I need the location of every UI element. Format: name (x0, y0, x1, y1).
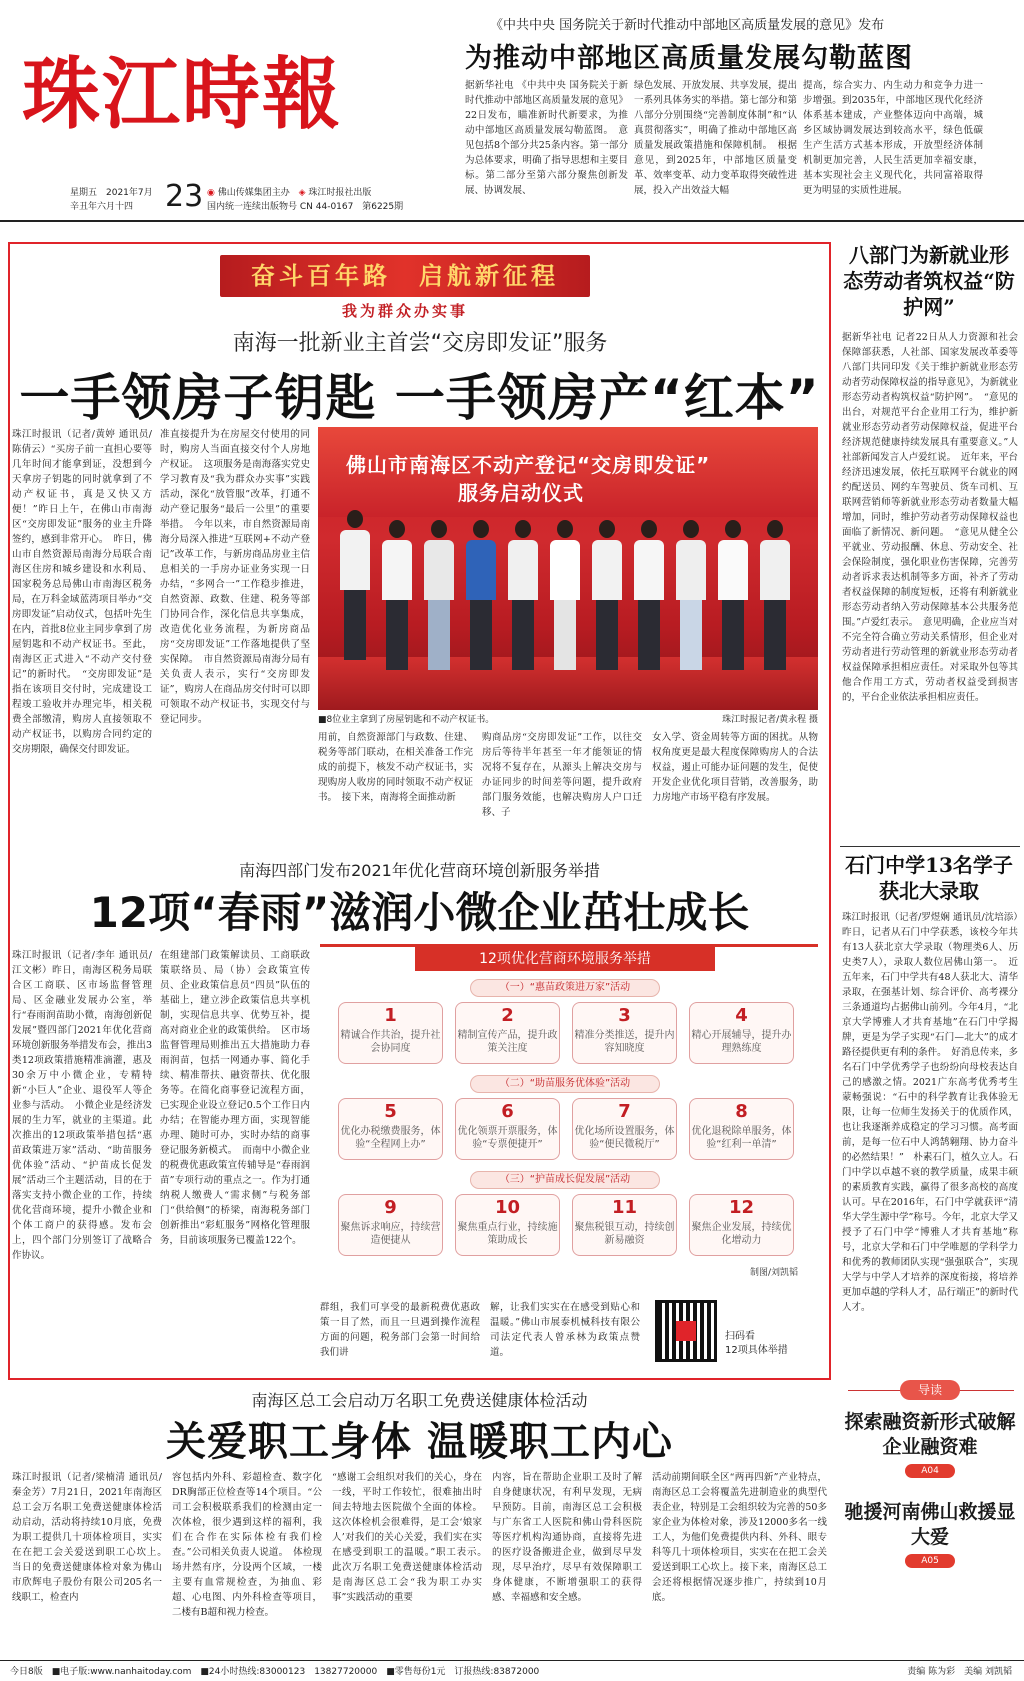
measure-number: 5 (384, 1101, 397, 1122)
issue-number: 第6225期 (362, 202, 404, 212)
sidebar-story1-body: 据新华社电 记者22日从人力资源和社会保障部获悉，人社部、国家发展改革委等八部门共同印发《关于维护新就业形态劳动者劳动保障权益的指导意见》，为新就业形态劳动者构筑权益“防护网”。 “意见的出台，对规范平台企业用工行为，维护新就业形态劳动者劳动保障权益，促进平台经济规范健康持续发展具有重要意义。”人社部新闻发言人卢爱红说。 近年来，平台经济迅速发展，依托互联网平台就业的网约配送员、网约车驾驶员、货车司机、互联网营销师等新就业形态劳动者数量大幅增加，同时，维护劳动者劳动保障权益也面临了新情况、新问题。 “意见从健全公平就业、劳动报酬、休息、劳动安全、社会保险制度，强化职业伤害保障，完善劳动者诉求表达机制等多方面，补齐了劳动者权益保障的制度短板，还将有利新就业形态劳动者纳入劳动保障基本公共服务范围。”卢爱红表示。 意见明确，企业应当对不完全符合确立劳动关系情形，但企业对劳动者进行劳动管理的新就业形态劳动者权益保障承担相应责任。对采取外包等其他合作用工方式，劳动者权益受到损害的，平台企业依法承担相应责任。 (842, 332, 1018, 703)
footer-info: 今日8版 ■电子版:www.nanhaitoday.com ■24小时热线:83000123 13827720000 ■零售每份1元 订报热线:83872000 (10, 1667, 540, 1677)
sidebar-story2-title: 石门中学13名学子获北大录取 (845, 853, 1013, 903)
measure-card (572, 1194, 677, 1256)
measure-text: 优化领票开票服务，体验“专票便捷开” (457, 1126, 558, 1150)
cn-number: 国内统一连续出版物号 CN 44-0167 (207, 202, 354, 212)
person (716, 520, 750, 670)
qr-label (725, 1330, 788, 1358)
feature2-col-c: 群组，我们可享受的最新税费优惠政策一目了然，而且一旦遇到操作流程方面的问题，税务部门会第一时间给我们讲 (320, 1302, 480, 1358)
measure-number: 11 (611, 1197, 638, 1218)
masthead-divider (0, 220, 1024, 222)
publisher-block (207, 186, 447, 214)
group-logo-icon: ◉ (207, 188, 215, 198)
measure-text: 精制宣传产品，提升政策关注度 (457, 1030, 558, 1054)
person (758, 520, 792, 670)
measure-number: 10 (494, 1197, 521, 1218)
qr-label-line1: 扫码看 (725, 1331, 755, 1342)
bottom-col-c: “感谢工会组织对我们的关心，身在一线，平时工作较忙，很难抽出时间去特地去医院做个全面的体检。这次体检机会很难得，是工会‘娘家人’对我们的关心关爱，我们实在实在感受到职工的温暖。”职工表示。 此次万名职工免费送健康体检活动是南海区总工会“我为职工办实事”实践活动的重要 (332, 1472, 492, 1603)
photo-credit: 珠江时报记者/黄永程 摄 (722, 715, 818, 725)
measure-text: 优化场所设置服务，体验“便民微税厅” (574, 1126, 675, 1150)
feature2-col-d: 解，让我们实实在在感受到贴心和温暖。”佛山市展泰机械科技有限公司法定代表人曾承林为政策点赞道。 (490, 1302, 640, 1358)
qr-code-icon[interactable] (655, 1300, 717, 1362)
lunar-date: 辛丑年六月十四 (70, 202, 134, 212)
measure-number: 7 (618, 1101, 631, 1122)
group1-label: （一）“惠苗政策进万家”活动 (470, 979, 660, 997)
qr-label-line2: 12项具体举措 (725, 1345, 788, 1356)
top-story-col-2: 绿色发展、开放发展、共享发展，提出一系列具体务实的举措。第七部分和第八部分分别围绕“完善制度体制”和“认真贯彻落实”，明确了推动中部地区高质量发展政策措施和保障机制。 根据意见，到2025年，中部地区质量变革、效率变革、动力变革取得突破性进展，投入产出效益大幅 (634, 80, 797, 196)
top-story-kicker: 《中共中央 国务院关于新时代推动中部地区高质量发展的意见》发布 (490, 18, 885, 33)
measure-number: 4 (735, 1005, 748, 1026)
feature-headline: 一手领房子钥匙 一手领房产“红本” (19, 369, 820, 427)
measure-number: 1 (384, 1005, 397, 1026)
person (338, 510, 372, 670)
person (422, 520, 456, 670)
date-line: 星期五 2021年7月 (70, 188, 153, 198)
person (464, 520, 498, 670)
photo-caption-row (318, 712, 818, 725)
person (632, 520, 666, 670)
guide-item-2-title[interactable]: 驰援河南佛山救援显大爱 (844, 1501, 1016, 1548)
infographic-title: 12项优化营商环境服务举措 (415, 947, 715, 971)
feature-col-e: 女入学、资金周转等方面的困扰。从物权角度更是最大程度保障购房人的合法权益，遏止可能办证问题的发生，促使开发企业优化项目营销，改善服务，助力房地产市场平稳有序发展。 (652, 732, 818, 803)
bottom-col-a: 珠江时报讯（记者/梁楠清 通讯员/秦金芳）7月21日，2021年南海区总工会万名职工免费送健康体检活动启动，活动将持续10月底，免费为职工提供几十项体检项目，实实在在把工会关爱送到职工心坎上。 当日的免费送健康体检对象为佛山市欣辉电子股份有限公司205名一线职工，检查内 (12, 1472, 172, 1603)
infographic (320, 944, 818, 1294)
measure-text: 精诚合作共治，提升社会协同度 (340, 1030, 441, 1054)
measure-text: 聚焦税银互动，持续创新易融资 (574, 1222, 675, 1246)
sidebar-divider (840, 846, 1020, 847)
top-story-col-1: 据新华社电 《中共中央 国务院关于新时代推动中部地区高质量发展的意见》22日发布，瞄准新时代新要求，为推动中部地区高质量发展勾勒蓝图。 意见包括8个部分共25条内容。第一部分为总体要求，明确了指导思想和主要目标。第二部分至第六部分聚焦创新发展、协调发展、 (465, 80, 628, 196)
measure-card (455, 1002, 560, 1064)
guide-item-1-page[interactable]: A04 (905, 1464, 955, 1478)
measure-number: 12 (728, 1197, 755, 1218)
sidebar-story2-body: 珠江时报讯（记者/罗煜娴 通讯员/沈培添）昨日，记者从石门中学获悉，该校今年共有13人获北京大学录取（物理类6人、历史类7人），录取人数位居佛山第一。 近五年来，石门中学共有48人获北大、清华录取，在强基计划、综合评价、高考裸分三条通道均占据佛山前列。今年4月，“北京大学博雅人才共育基地”在石门中学揭牌，更是为学子实现“石门—北大”的成才路径提供更有利的条件。 好消息传来，多名石门中学优秀学子也纷纷向母校表达自己的感激之情。2021广东高考优秀考生蒙畅强说：“石中的科学教育让我体验无限，让每一位师生发扬关于的优质作风，也让我逐渐养成稳定的学习习惯。高考面前，是每一位石中人鸿鹄翱翔、协力奋斗的必然结果！” 朴素石门，植久立人。石门中学以卓越不衰的教学质量，成果丰硕的素质教育实践，赢得了很多高校的高度认可。早在2016年，石门中学就获评“清华大学生源中学”称号。今年，北京大学又授予了石门中学“博雅人才共育基地”称号，北京大学和石门中学唯愿的学科学力和优秀的教师团队实现“强强联合”，实现大学与中学人才培养的深度衔接，将培养更加卓越的学科人才，品行端正”的新时代人才。 (842, 912, 1018, 1313)
person (506, 520, 540, 670)
footer-editors: 责编 陈为彩 美编 刘凯韬 (907, 1667, 1012, 1677)
person (548, 520, 582, 670)
infographic-credit: 制图/刘凯韬 (749, 1268, 798, 1278)
person (674, 520, 708, 670)
feature2-headline: 12项“春雨”滋润小微企业茁壮成长 (89, 888, 750, 937)
day-number: 23 (165, 179, 204, 214)
measure-card (338, 1098, 443, 1160)
measure-text: 精心开展辅导，提升办理熟练度 (691, 1030, 792, 1054)
measure-number: 9 (384, 1197, 397, 1218)
feature-col-a: 珠江时报讯（记者/黄婷 通讯员/陈倩云）“买房子前一直担心要等几年时间才能拿到证，没想到今天拿房子钥匙的同时就拿到了不动产权证书，真是又快又方便！”昨日上午，在佛山市南海区“交房即发证”服务的业主升降签约，感到非常开心。 昨日，佛山市自然资源局南海分局联合南海区住房和城乡建设和水利局、国家税务总局佛山市南海区税务局，在万科金域蓝湾项目举办“交房即发证”启动仪式，包括叶先生在内，首批8位业主同步拿到了房屋钥匙和不动产权证书。至此，南海区正式进入“不动产交付登记”的新时代。 “交房即发证”是指在该项目交付时，完成建设工程竣工验收并办理完毕，相关税费全部缴清，购房人直接领取不动产权证书，以购房合同约定的交房期限，确保交付即发证。 (12, 429, 152, 755)
feature2-kicker: 南海四部门发布2021年优化营商环境创新服务举措 (239, 861, 600, 880)
measure-card (338, 1194, 443, 1256)
guide-item-1-title[interactable]: 探索融资新形式破解企业融资难 (844, 1411, 1016, 1458)
measure-text: 优化退税除单服务，体验“红利一单清” (691, 1126, 792, 1150)
feature-col-d: 购商品房“交房即发证”工作，以往交房后等待半年甚至一年才能领证的情况将不复存在，从源头上解决交房与办证同步的时间差等问题，提升政府部门服务效能，也解决购房人户口迁移、子 (482, 732, 642, 818)
photo-sign-line2: 服务启动仪式 (458, 481, 584, 505)
feature2-col-b: 在组建部门政策解读员、工商联政策联络员、局（协）会政策宣传员、企业政策信息员“四员”队伍的基础上，建立涉企政策信息共享机制，实现信息共享、优势互补，提高对商业企业的政策供给。 区市场监督管理局则推出五大措施助力春雨润苗，包括一网通办事、简化手续、精准帮扶、融资帮扶、优化服务等。在简化商事登记流程方面，已实现企业设立登记0.5个工作日内办结；在智能办理方面，实现智能办理、随时可办，实时办结的商事登记服务新模式。 而南中小微企业的税费优惠政策宣传辅导是“春雨润苗”专项行动的重点之一。作为打通纳税人缴费人“需求侧”与税务部门“供给侧”的桥梁，南海税务部门创新推出“彩虹服务”网格化管理服务，目前该项服务已覆盖122个。 (160, 950, 310, 1246)
measure-card (455, 1098, 560, 1160)
measure-card (572, 1002, 677, 1064)
group2-label: （二）“助苗服务优体验”活动 (470, 1075, 660, 1093)
photo-caption: ■8位业主拿到了房屋钥匙和不动产权证书。 (318, 715, 495, 725)
measure-number: 8 (735, 1101, 748, 1122)
measure-text: 精准分类推送，提升内容知晓度 (574, 1030, 675, 1054)
photo-sign-line1: 佛山市南海区不动产登记“交房即发证” (346, 453, 711, 477)
measure-number: 2 (501, 1005, 514, 1026)
guide-item-2-page[interactable]: A05 (905, 1554, 955, 1568)
feature-col-b: 准直接提升为在房屋交付使用的同时，购房人当面直接交付个人房地产权证。 这项服务是南海落实党史学习教育及“我为群众办实事”实践活动，深化“放管服”改革，打通不动产登记服务“最后一公里”的重要举措。 今年以来，市自然资源局南海分局深入推进“互联网+不动产登记”改革工作，与新房商品房业主信息相关的一手房办证业务实现一日办结，“多网合一”工作稳步推进，自然资源、政数、住建、税务等部门协同合作，深化信息共享集成，改造优化业务流程，为新房商品房“交房即发证”工作落地提供了坚实保障。 市自然资源局南海分局有关负责人表示，实行“交房即发证”，购房人在商品房交付时可以即可领取不动产权证书，实现交付与登记同步。 (160, 429, 310, 725)
measure-card (689, 1194, 794, 1256)
bottom-col-b: 容包括内外科、彩超检查、数字化DR胸部正位检查等14个项目。“公司工会积极联系我们的检测由定一次体检，很少遇到这样的福利，我们在合作在实际体检有我们检查。”公司相关负责人说道。 体检现场井然有序，分设两个区域，一楼主要有血常规检查，为抽血、彩超、心电图、内外科检查等项目，二楼有B超和视力检查。 (172, 1472, 322, 1618)
bottom-story-headline: 关爱职工身体 温暖职工内心 (166, 1419, 673, 1465)
bottom-col-e: 活动前期间联全区“两再四新”产业特点，南海区总工会将覆盖先进制造业的典型代表企业，特别是工会组织较为完善的50多家企业为体检对象，涉及12000多名一线工人，为他们免费提供内科、外科、眼专科等几十项体检项目，实实在在把工会关爱送到职工心坎上。接下来，南海区总工会还将根据情况逐步推广，持续到10月底。 (652, 1472, 827, 1603)
measure-card (689, 1098, 794, 1160)
org-primary: 佛山传媒集团主办 (217, 188, 290, 198)
campaign-banner: 奋斗百年路 启航新征程 (220, 255, 590, 297)
date-block (70, 186, 153, 214)
measure-text: 优化办税缴费服务，体验“全程网上办” (340, 1126, 441, 1150)
guide-label: 导读 (900, 1380, 960, 1400)
qr-center-logo-icon (676, 1321, 696, 1341)
footer-rule (0, 1660, 1024, 1661)
feature-kicker: 南海一批新业主首尝“交房即发证”服务 (232, 331, 608, 356)
ceremony-photo (318, 427, 818, 710)
feature-col-c: 用前，自然资源部门与政数、住建、税务等部门联动，在相关准备工作完成的前提下，核发不动产权证书，实现购房人收房的同时领取不动产权证书。 接下来，南海将全面推动新 (318, 732, 473, 803)
person (590, 520, 624, 670)
bottom-col-d: 内容，旨在帮助企业职工及时了解自身健康状况，有利早发现，无病早预防。目前，南海区总工会积极与广东省工人医院和佛山骨科医院等医疗机构沟通协商，直接将先进的医疗设备搬进企业，做到尽早发现，尽早治疗，尽早有效保障职工身体健康，不断增强职工的获得感、幸福感和安全感。 (492, 1472, 642, 1603)
measure-number: 3 (618, 1005, 631, 1026)
top-story-col-3: 提高，综合实力、内生动力和竞争力进一步增强。到2035年，中部地区现代化经济体系基本建成，产业整体迈向中高端，城乡区域协调发展达到较高水平，绿色低碳生产生活方式基本形成，开放型经济体制机制更加完善，人民生活更加幸福安康，基本实现社会主义现代化，共同富裕取得更为明显的实质性进展。 (803, 80, 983, 196)
measure-text: 聚焦重点行业，持续施策助成长 (457, 1222, 558, 1246)
campaign-subtitle: 我为群众办实事 (341, 302, 468, 320)
bottom-story-kicker: 南海区总工会启动万名职工免费送健康体检活动 (251, 1391, 588, 1410)
top-story-headline: 为推动中部地区高质量发展勾勒蓝图 (465, 43, 913, 74)
org-secondary: 珠江时报社出版 (308, 188, 372, 198)
group3-label: （三）“护苗成长促发展”活动 (470, 1171, 660, 1189)
measure-card (338, 1002, 443, 1064)
measure-number: 6 (501, 1101, 514, 1122)
measure-text: 聚焦企业发展，持续优化增动力 (691, 1222, 792, 1246)
sidebar-story1-title: 八部门为新就业形态劳动者筑权益“防护网” (843, 243, 1015, 319)
measure-card (689, 1002, 794, 1064)
newspaper-logo: 珠江時報 (22, 49, 343, 140)
person (380, 520, 414, 670)
measure-text: 聚焦诉求响应，持续营造便捷从 (340, 1222, 441, 1246)
measure-card (455, 1194, 560, 1256)
feature2-col-a: 珠江时报讯（记者/李年 通讯员/江文彬）昨日，南海区税务局联合区工商联、区市场监督管理局、区金融业发展办公室，举行“春雨润苗助小微，南海创新促发展”暨四部门2021年优化营商环境创新服务举措发布会，推出3类12项政策措施精准滴灌，惠及30余万中小微企业，专精特新“小巨人”企业、退役军人等企业参与活动。 小微企业是经济发展的生力军，就业的主渠道。此次推出的12项政策举措包括“惠苗政策进万家”活动、“助苗服务优体验”活动、“护苗成长促发展”活动三个主题活动，目的在于落实支持小微企业的工作，持续优化营商环境，提升小微企业和个体工商户的获得感。发布会上，四个部门分别签订了战略合作协议。 (12, 950, 152, 1261)
measure-card (572, 1098, 677, 1160)
paper-logo-icon: ◈ (298, 188, 306, 198)
